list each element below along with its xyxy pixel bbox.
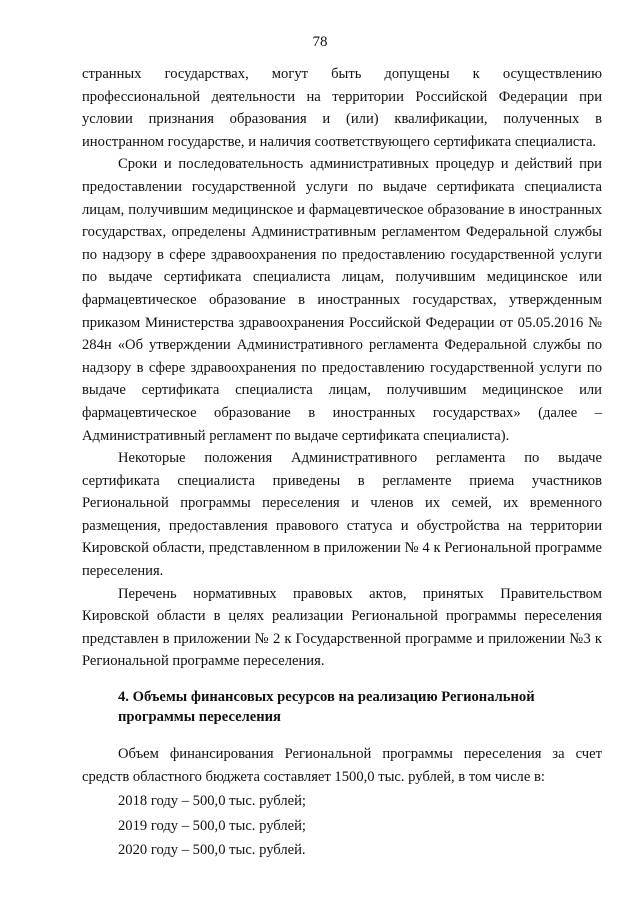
paragraph-continuation: странных государствах, могут быть допущены к осуществлению профессиональной деятельности на территории Российской Федерации при условии признания образования и (или) квалификации, полученных в иностранном государстве, и наличия соответствующего сертификата специалиста. (82, 66, 602, 150)
paragraph-regulation-provisions: Некоторые положения Административного регламента по выдаче сертификата специалиста приведены в регламенте приема участников Региональной программы переселения и членов их семей, их временного размещения, предоставления правового статуса и обустройства на территории Кировской области, представленном в приложении № 4 к Региональной программе переселения. (82, 450, 602, 580)
paragraph-legal-acts: Перечень нормативных правовых актов, принятых Правительством Кировской области в целях реализации Региональной программы переселения представлен в приложении № 2 к Государственной программе и приложении №3 к Региональной программе переселения. (82, 585, 602, 670)
paragraph-procedures: Сроки и последовательность административных процедур и действий при предоставлении государственной услуги по выдаче сертификата специалиста лицам, получившим медицинское и фармацевтическое образование в иностранных государствах, определены Административным регламентом Федеральной службы по надзору в сфере здравоохранения по предоставлению государственной услуги по выдаче сертификата специалиста лицам, получившим медицинское или фармацевтическое образование в иностранных государствах, утвержденным приказом Министерства здравоохранения Российской Федерации от 05.05.2016 № 284н «Об утверждении Административного регламента Федеральной службы по надзору в сфере здравоохранения по предоставлению государственной услуги по выдаче сертификата специалиста лицам, получившим медицинское или фармацевтическое образование в иностранных государствах» (далее – Административный регламент по выдаче сертификата специалиста). (82, 156, 602, 444)
financing-item-2020: 2020 году – 500,0 тыс. рублей. (118, 842, 306, 859)
financing-item-2019: 2019 году – 500,0 тыс. рублей; (118, 817, 306, 834)
page-number: 78 (312, 34, 328, 50)
section-heading: 4. Объемы финансовых ресурсов на реализацию Региональной программы переселения (118, 689, 535, 726)
document-body (82, 63, 602, 862)
paragraph-financing-intro: Объем финансирования Региональной программы переселения за счет средств областного бюджета составляет 1500,0 тыс. рублей, в том числе в: (82, 746, 602, 785)
financing-item-2018: 2018 году – 500,0 тыс. рублей; (118, 793, 306, 810)
